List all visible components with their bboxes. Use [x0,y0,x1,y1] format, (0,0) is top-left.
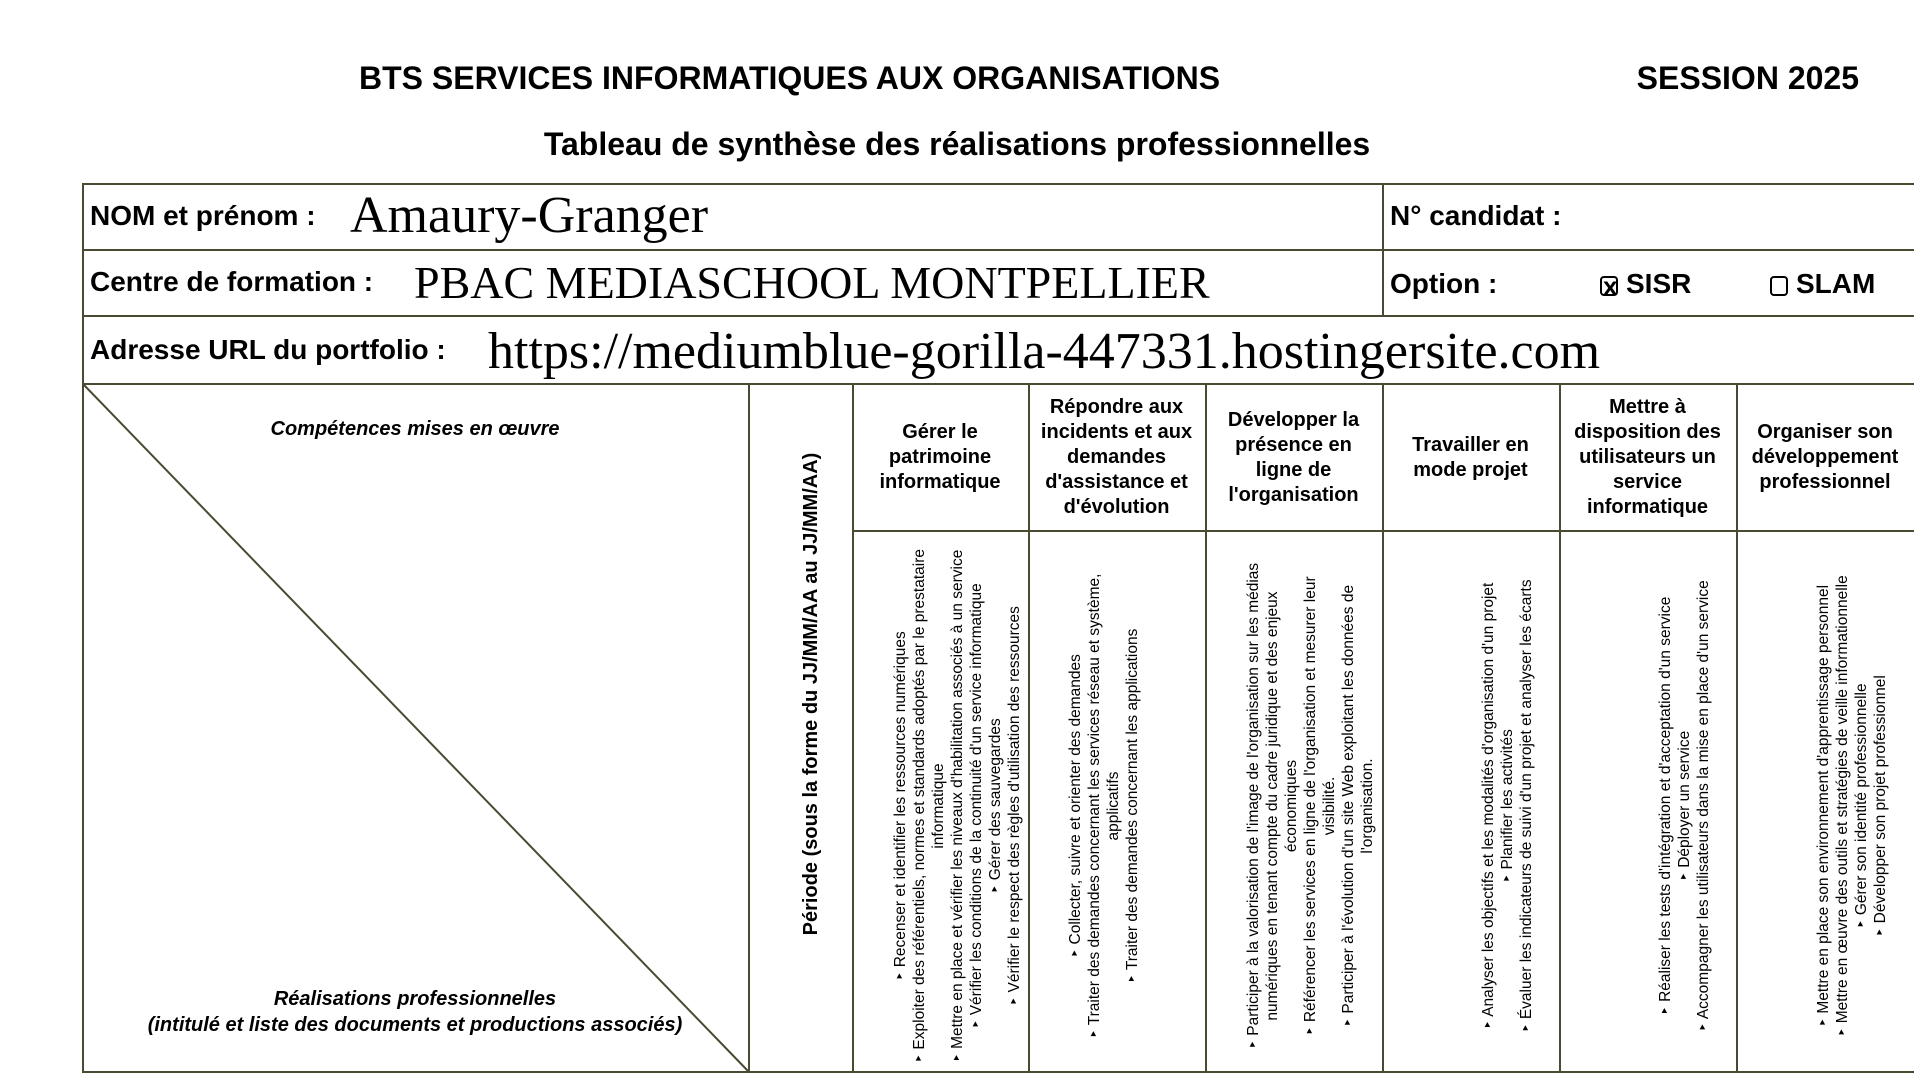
option-slam[interactable] [1770,268,1875,300]
criteria-list-4 [1386,546,1536,1066]
criterion: ‣ Exploiter des référentiels, normes et standards adoptés par le prestataire informatique [911,548,947,1064]
realisations-subtitle: (intitulé et liste des documents et productions associés) [147,1014,683,1036]
criterion: ‣ Réaliser les tests d'intégration et d'acceptation d'un service [1657,596,1674,1016]
criterion: ‣ Référencer les services en ligne de l'organisation et mesurer leur visibilité. [1302,576,1338,1036]
criterion: ‣ Gérer son identité professionnelle [1853,683,1870,929]
criterion: ‣ Mettre en place et vérifier les niveaux d'habilitation associés à un service [949,549,966,1063]
url-field[interactable]: https://mediumblue-gorilla-447331.hostingersite.com [488,323,1601,380]
realisations-title: Réalisations professionnelles [273,988,557,1010]
criterion: ‣ Participer à l'évolution d'un site Web exploitant les données de l'organisation. [1340,584,1376,1028]
criteria-list-1 [856,546,1024,1066]
periode-header: Période (sous la forme du JJ/MM/AA au JJ/MM/AA) [800,452,822,936]
candidat-label: N° candidat : [1390,200,1562,231]
criteria-list-2 [1032,546,1142,1066]
competence-header-4: Travailler en mode projet [1412,433,1529,481]
criterion: ‣ Recenser et identifier les ressources numériques [892,631,909,981]
criteria-list-3 [1209,546,1377,1066]
option-sisr-label: SISR [1626,268,1692,299]
criterion: ‣ Planifier les activités [1499,729,1516,883]
centre-label: Centre de formation : [90,266,374,297]
criterion: ‣ Mettre en œuvre des outils et stratégies de veille informationnelle [1834,575,1851,1037]
option-label: Option : [1390,268,1498,299]
competences-header: Compétences mises en œuvre [270,418,560,440]
criterion: ‣ Déployer un service [1676,730,1693,882]
criterion: ‣ Mettre en place son environnement d'apprentissage personnel [1815,584,1832,1028]
realisations-header [100,986,730,1038]
nom-field[interactable]: Amaury-Granger [350,187,709,244]
criterion: ‣ Participer à la valorisation de l'image de l'organisation sur les médias numériques en tenant compte du cadre juridique et des enjeux économiques [1245,562,1300,1050]
criterion: ‣ Évaluer les indicateurs de suivi d'un projet et analyser les écarts [1518,579,1535,1033]
centre-field[interactable]: PBAC MEDIASCHOOL MONTPELLIER [414,257,1210,308]
criterion: ‣ Analyser les objectifs et les modalités d'organisation d'un projet [1480,582,1497,1030]
criterion: ‣ Traiter des demandes concernant les services réseau et système, applicatifs [1086,573,1122,1039]
diagonal-line [82,383,750,1073]
criterion: ‣ Développer son projet professionnel [1872,675,1889,937]
option-sisr[interactable] [1600,268,1691,300]
url-label: Adresse URL du portfolio : [90,334,446,365]
checkbox-empty-icon[interactable] [1770,276,1788,296]
criterion: ‣ Gérer des sauvegardes [987,718,1004,894]
competence-header-1: Gérer le patrimoine informatique [879,421,1001,493]
criterion: ‣ Accompagner les utilisateurs dans la mise en place d'un service [1695,580,1712,1032]
criterion: ‣ Traiter des demandes concernant les applications [1124,628,1141,984]
criterion: ‣ Vérifier le respect des règles d'utilisation des ressources [1006,606,1023,1006]
competence-header-3: Développer la présence en ligne de l'organisation [1227,408,1360,506]
competence-header-5: Mettre à disposition des utilisateurs un service informatique [1574,396,1721,518]
session-label: SESSION 2025 [1636,60,1859,96]
document-title: BTS SERVICES INFORMATIQUES AUX ORGANISATIONS [359,60,1221,96]
checkbox-checked-icon[interactable] [1600,276,1618,296]
option-slam-label: SLAM [1796,268,1876,299]
criteria-list-5 [1563,546,1713,1066]
competence-header-6: Organiser son développement professionnel [1751,421,1899,493]
nom-label: NOM et prénom : [90,200,316,231]
criterion: ‣ Vérifier les conditions de la continuité d'un service informatique [968,583,985,1029]
competence-header-2: Répondre aux incidents et aux demandes d'assistance et d'évolution [1040,396,1193,518]
document-subtitle: Tableau de synthèse des réalisations professionnelles [543,126,1371,162]
criteria-list-6 [1740,546,1890,1066]
criterion: ‣ Collecter, suivre et orienter des demandes [1067,654,1084,958]
